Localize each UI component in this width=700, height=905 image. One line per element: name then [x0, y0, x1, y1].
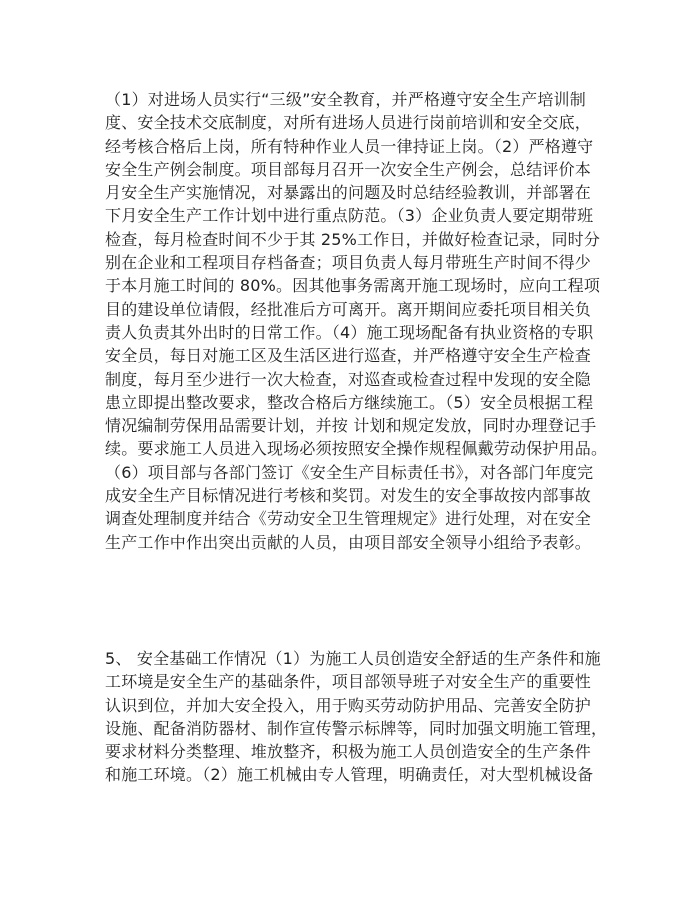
- text-line: 度、安全技术交底制度，对所有进场人员进行岗前培训和安全交底，: [105, 113, 592, 133]
- text-line: 安全员，每日对施工区及生活区进行巡查，并严格遵守安全生产检查: [105, 346, 592, 366]
- text-line: 情况编制劳保用品需要计划，并按 计划和规定发放，同时办理登记手: [105, 416, 597, 436]
- text-line: 5、 安全基础工作情况（1）为施工人员创造安全舒适的生产条件和施: [105, 649, 601, 668]
- text-line: 下月安全生产工作计划中进行重点防范。（3）企业负责人要定期带班: [105, 206, 594, 226]
- text-line: 患立即提出整改要求，整改合格后方继续施工。（5）安全员根据工程: [105, 392, 594, 412]
- text-line: 成安全生产目标情况进行考核和奖罚。对发生的安全事故按内部事故: [105, 486, 592, 506]
- text-line: 调查处理制度并结合《劳动安全卫生管理规定》进行处理，对在安全: [105, 509, 592, 529]
- text-line: 工环境是安全生产的基础条件，项目部领导班子对安全生产的重要性: [105, 672, 592, 692]
- text-line: 认识到位，并加大安全投入，用于购买劳动防护用品、完善安全防护: [105, 695, 592, 715]
- paragraph-safety-management: [105, 88, 625, 554]
- text-line: 月安全生产实施情况，对暴露出的问题及时总结经验教训，并部署在: [105, 183, 592, 203]
- text-line: 责人负责其外出时的日常工作。（4）施工现场配备有执业资格的专职: [105, 322, 594, 342]
- text-line: 要求材料分类整理、堆放整齐，积极为施工人员创造安全的生产条件: [105, 742, 592, 762]
- text-line: 安全生产例会制度。项目部每月召开一次安全生产例会，总结评价本: [105, 159, 592, 179]
- text-line: 经考核合格后上岗，所有特种作业人员一律持证上岗。（2）严格遵守: [105, 136, 594, 156]
- text-line: 检查，每月检查时间不少于其 25%工作日，并做好检查记录，同时分: [105, 229, 601, 249]
- text-line: （6）项目部与各部门签订《安全生产目标责任书》，对各部门年度完: [105, 462, 594, 482]
- paragraph-safety-foundation: [105, 647, 625, 787]
- text-line: 制度，每月至少进行一次大检查，对巡查或检查过程中发现的安全隐: [105, 369, 592, 389]
- text-line: 目的建设单位请假，经批准后方可离开。离开期间应委托项目相关负: [105, 299, 592, 319]
- text-line: （1）对进场人员实行“三级”安全教育，并严格遵守安全生产培训制: [105, 90, 586, 109]
- text-line: 续。要求施工人员进入现场必须按照安全操作规程佩戴劳动保护用品。: [105, 439, 608, 459]
- text-line: 于本月施工时间的 80%。因其他事务需离开施工现场时，应向工程项: [105, 276, 601, 296]
- text-line: 生产工作中作出突出贡献的人员，由项目部安全领导小组给予表彰。: [105, 532, 592, 552]
- text-line: 和施工环境。（2）施工机械由专人管理，明确责任，对大型机械设备: [105, 765, 594, 785]
- text-line: 设施、配备消防器材、制作宣传警示标牌等，同时加强文明施工管理，: [105, 718, 608, 738]
- text-line: 别在企业和工程项目存档备查；项目负责人每月带班生产时间不得少: [105, 253, 592, 273]
